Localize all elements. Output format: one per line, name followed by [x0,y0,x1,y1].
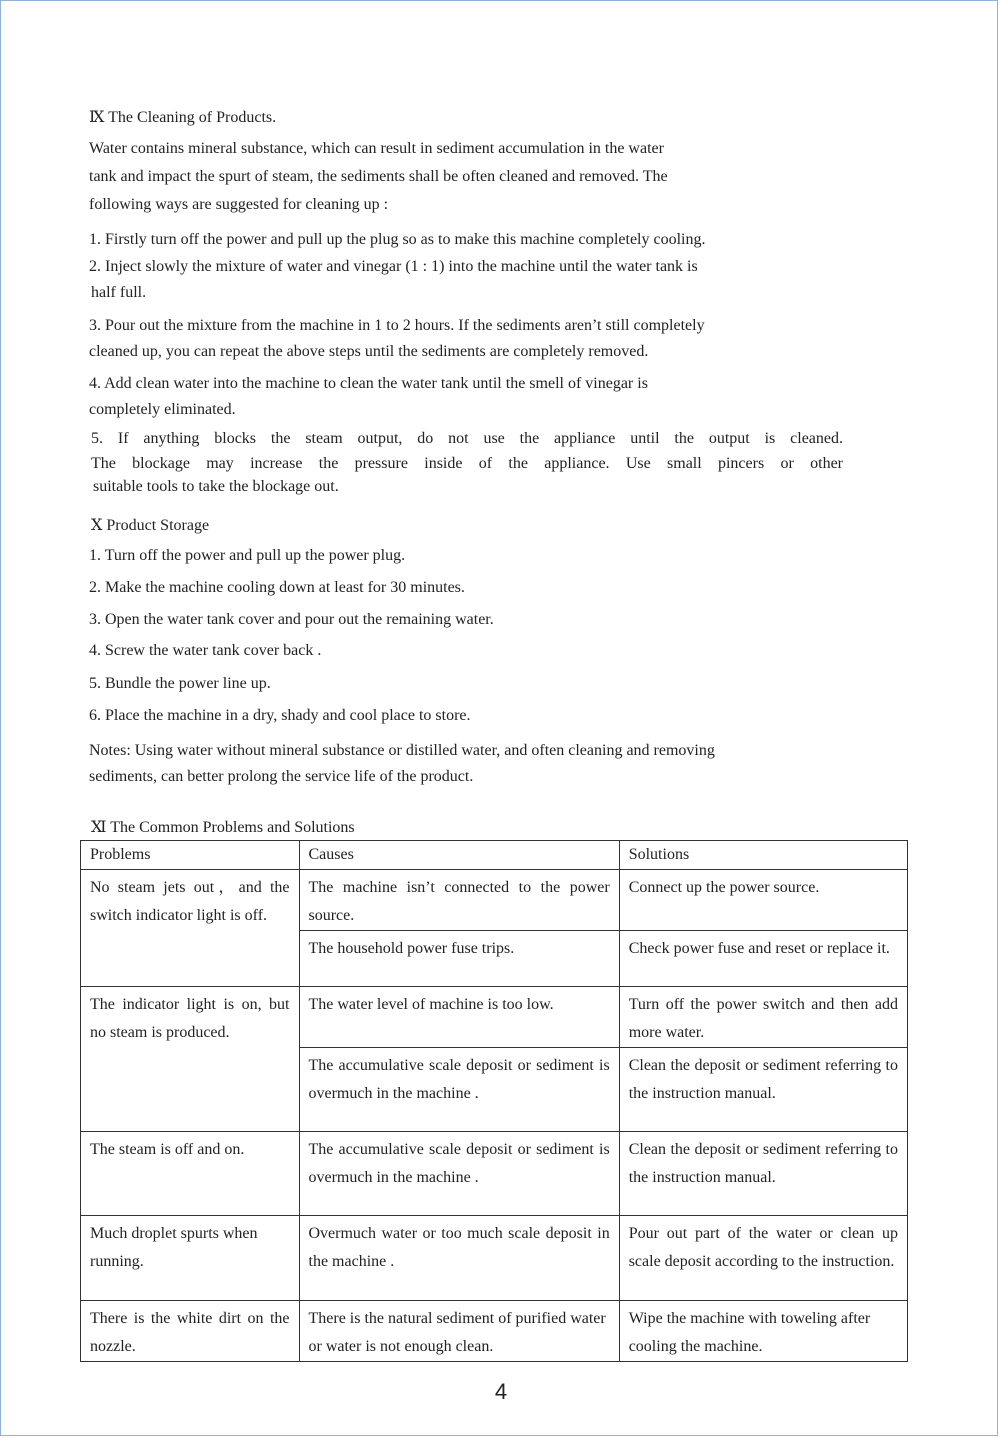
section-10-heading: Ⅹ Product Storage [91,517,210,534]
table-row [81,1301,908,1362]
storage-step: 3. Open the water tank cover and pour out the remaining water. [89,611,494,628]
storage-notes-cont: sediments, can better prolong the service life of the product. [89,768,474,785]
solution-cell: Wipe the machine with toweling after cooling the machine. [619,1301,907,1362]
table-row [81,870,908,931]
storage-step: 2. Make the machine cooling down at least for 30 minutes. [89,579,465,596]
solution-cell: Connect up the power source. [619,870,907,931]
problem-cell: The steam is off and on. [81,1132,300,1216]
problem-cell: Much droplet spurts when running. [81,1216,300,1301]
section-9-intro-line: Water contains mineral substance, which can result in sediment accumulation in the water [89,140,664,157]
cleaning-step-5-cont: suitable tools to take the blockage out. [93,478,339,495]
problem-cell: There is the white dirt on the nozzle. [81,1301,300,1362]
section-9-intro-line: tank and impact the spurt of steam, the sediments shall be often cleaned and removed. The [89,168,668,185]
cleaning-step-2: 2. Inject slowly the mixture of water and vinegar (1 : 1) into the machine until the water tank is [89,258,698,275]
table-row [81,1132,908,1216]
table-row [81,987,908,1048]
solution-cell: Check power fuse and reset or replace it. [619,931,907,987]
cause-cell: Overmuch water or too much scale deposit in the machine . [299,1216,619,1301]
cause-cell: There is the natural sediment of purified water or water is not enough clean. [299,1301,619,1362]
section-9-intro-line: following ways are suggested for cleaning up : [89,196,389,213]
storage-notes: Notes: Using water without mineral substance or distilled water, and often cleaning and removing [89,742,715,759]
solution-cell: Turn off the power switch and then add more water. [619,987,907,1048]
problem-cell: The indicator light is on, but no steam is produced. [81,987,300,1132]
table-row [81,1216,908,1301]
cause-cell: The machine isn’t connected to the power source. [299,870,619,931]
cleaning-step-3-cont: cleaned up, you can repeat the above steps until the sediments are completely removed. [89,343,649,360]
header-causes: Causes [299,841,619,870]
section-9-heading: Ⅸ The Cleaning of Products. [89,109,277,126]
problem-cell: No steam jets out，and the switch indicator light is off. [81,870,300,987]
problems-table [80,840,908,1362]
solution-cell: Pour out part of the water or clean up scale deposit according to the instruction. [619,1216,907,1301]
solution-cell: Clean the deposit or sediment referring to the instruction manual. [619,1048,907,1132]
cause-cell: The household power fuse trips. [299,931,619,987]
cleaning-step-5-cont: The blockage may increase the pressure inside of the appliance. Use small pincers or other [91,455,843,472]
storage-step: 6. Place the machine in a dry, shady and cool place to store. [89,707,471,724]
cleaning-step-4: 4. Add clean water into the machine to clean the water tank until the smell of vinegar is [89,375,648,392]
section-11-heading: Ⅺ The Common Problems and Solutions [91,819,355,836]
storage-step: 5. Bundle the power line up. [89,675,271,692]
storage-step: 4. Screw the water tank cover back . [89,642,322,659]
solution-cell: Clean the deposit or sediment referring to the instruction manual. [619,1132,907,1216]
header-solutions: Solutions [619,841,907,870]
cause-cell: The accumulative scale deposit or sediment is overmuch in the machine . [299,1132,619,1216]
header-problems: Problems [81,841,300,870]
cause-cell: The accumulative scale deposit or sediment is overmuch in the machine . [299,1048,619,1132]
cleaning-step-1: 1. Firstly turn off the power and pull up the plug so as to make this machine completely cooling. [89,231,706,248]
cleaning-step-3: 3. Pour out the mixture from the machine in 1 to 2 hours. If the sediments aren’t still completely [89,317,705,334]
cleaning-step-5: 5. If anything blocks the steam output, do not use the appliance until the output is cleaned. [91,430,843,447]
cleaning-step-4-cont: completely eliminated. [89,401,236,418]
cause-cell: The water level of machine is too low. [299,987,619,1048]
page-number: 4 [494,1379,508,1404]
storage-step: 1. Turn off the power and pull up the power plug. [89,547,406,564]
cleaning-step-2-cont: half full. [91,284,147,301]
table-header-row [81,841,908,870]
